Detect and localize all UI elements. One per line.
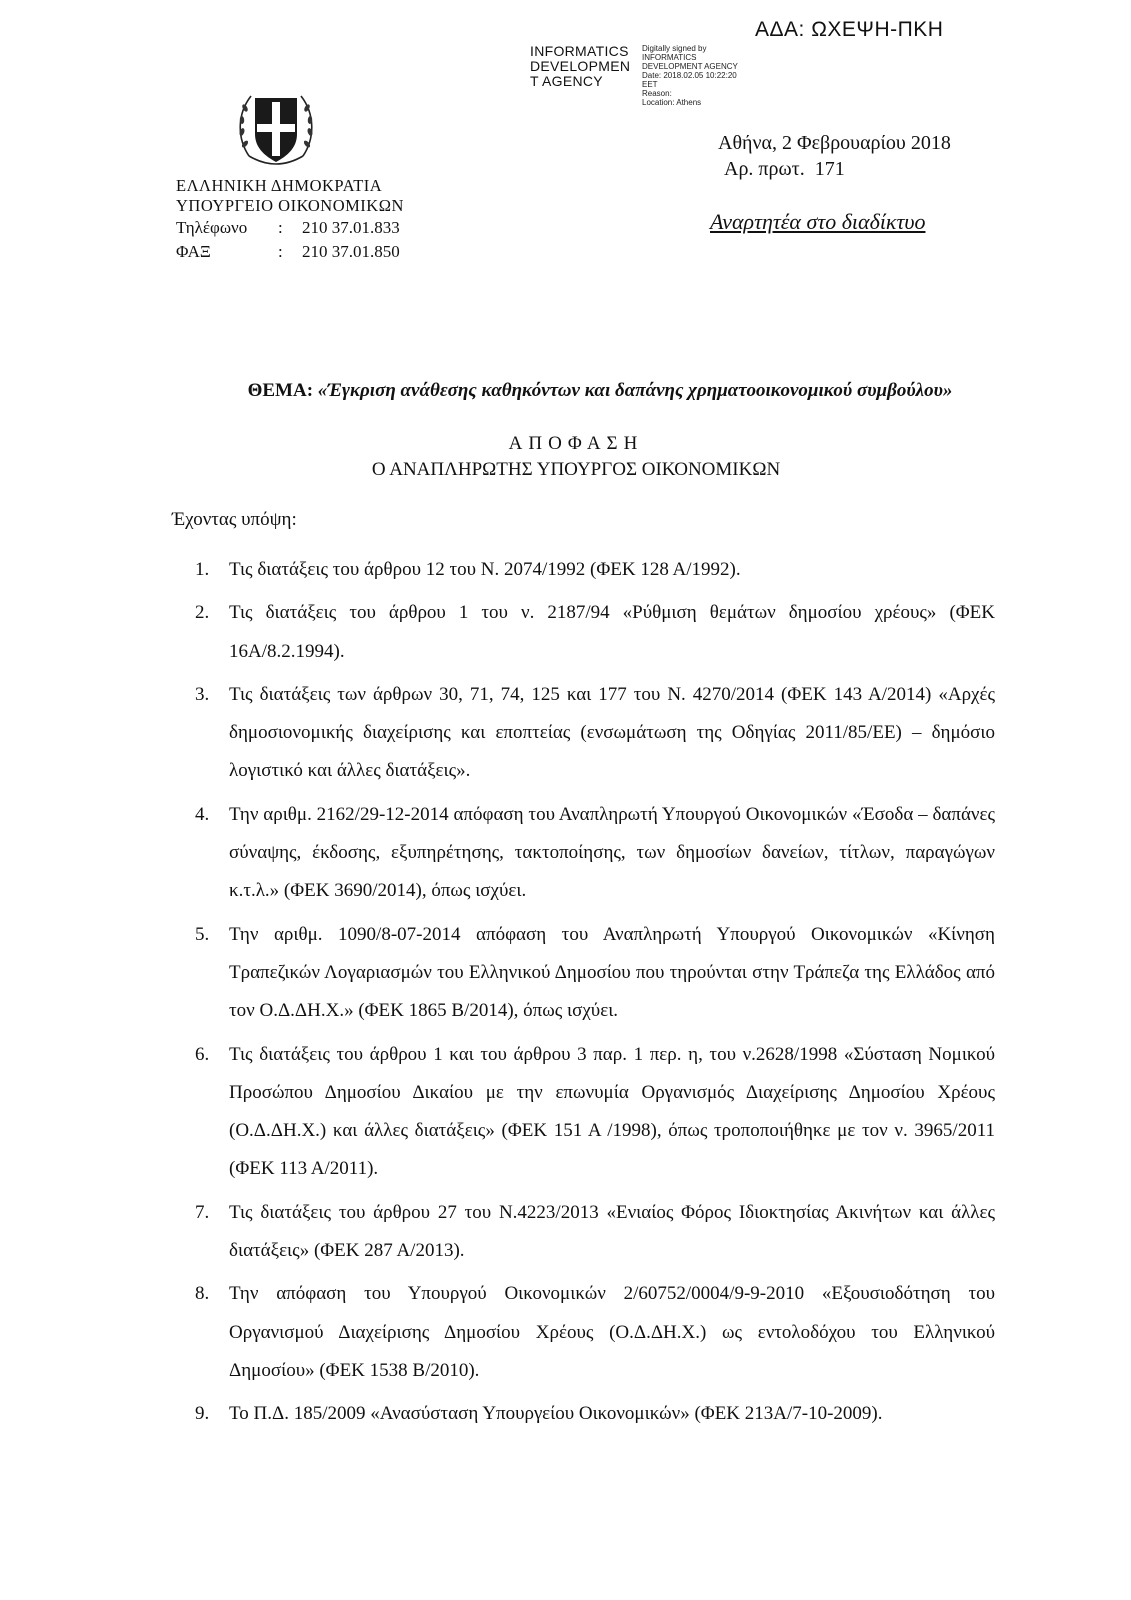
- list-item-number: 1.: [195, 559, 210, 580]
- list-item-text: Τις διατάξεις του άρθρου 1 και του άρθρου 3 παρ. 1 περ. η, του ν.2628/1998 «Σύσταση Νομικού Προσώπου Δημοσίου Δικαίου με την επωνυμία Οργανισμός Διαχείρισης Δημοσίου Χρέους (Ο.Δ.ΔΗ.Χ.) και άλλες διατάξεις» (ΦΕΚ 151 Α /1998), όπως τροποποιήθηκε με τον ν. 3965/2011 (ΦΕΚ 113 Α/2011).: [229, 1043, 995, 1180]
- ada-code: ΑΔΑ: ΩΧΕΨΗ-ΠΚΗ: [755, 18, 944, 41]
- date-protocol-block: [718, 130, 1018, 182]
- list-item-text: Τις διατάξεις του άρθρου 1 του ν. 2187/94 «Ρύθμιση θεμάτων δημοσίου χρέους» (ΦΕΚ 16Α/8.2.1994).: [229, 602, 995, 662]
- list-item-number: 5.: [195, 923, 210, 945]
- phone-separator: :: [278, 218, 283, 237]
- list-item: [185, 551, 995, 589]
- list-item: [185, 1275, 995, 1390]
- signature-details: [642, 44, 772, 107]
- greek-coat-of-arms-icon: [235, 86, 317, 170]
- list-item: [185, 594, 995, 671]
- phone-row: [176, 216, 506, 240]
- protocol-number: 171: [814, 158, 845, 180]
- list-item-number: 3.: [195, 683, 210, 705]
- fax-row: [176, 240, 506, 264]
- signature-name-line: T AGENCY: [530, 73, 603, 89]
- list-item-number: 4.: [195, 803, 210, 825]
- subject-line: [160, 380, 1040, 402]
- list-item: [185, 1194, 995, 1271]
- list-item-text: Την απόφαση του Υπουργού Οικονομικών 2/60752/0004/9-9-2010 «Εξουσιοδότηση του Οργανισμού Διαχείρισης Δημοσίου Χρέους (Ο.Δ.ΔΗ.Χ.) ως εντολοδόχου του Ελληνικού Δημοσίου» (ΦΕΚ 1538 Β/2010).: [229, 1283, 995, 1381]
- list-item-text: Την αριθμ. 1090/8-07-2014 απόφαση του Αναπληρωτή Υπουργού Οικονομικών «Κίνηση Τραπεζικών Λογαριασμών του Ελληνικού Δημοσίου που τηρούνται στην Τράπεζα της Ελλάδος από τον Ο.Δ.ΔΗ.Χ.» (ΦΕΚ 1865 Β/2014), όπως ισχύει.: [229, 923, 995, 1022]
- list-item-text: Τις διατάξεις του άρθρου 27 του Ν.4223/2013 «Ενιαίος Φόρος Ιδιοκτησίας Ακινήτων και άλλες διατάξεις» (ΦΕΚ 287 Α/2013).: [229, 1201, 995, 1262]
- list-item: [185, 916, 995, 1031]
- list-item-text: Τις διατάξεις του άρθρου 12 του Ν. 2074/1992 (ΦΕΚ 128 Α/1992).: [229, 559, 741, 580]
- signature-detail-line: Reason:: [642, 89, 672, 98]
- phone-value: 210 37.01.833: [302, 218, 400, 237]
- signature-detail-line: DEVELOPMENT AGENCY: [642, 62, 738, 71]
- org-name: ΕΛΛΗΝΙΚΗ ΔΗΜΟΚΡΑΤΙΑ: [176, 176, 383, 195]
- decision-heading: [160, 431, 992, 483]
- fax-label: ΦΑΞ: [176, 242, 211, 261]
- list-item: [185, 676, 995, 791]
- list-item-number: 8.: [195, 1283, 210, 1305]
- fax-value: 210 37.01.850: [302, 242, 400, 261]
- list-item: [185, 1036, 995, 1189]
- considerations-list: [185, 551, 995, 1439]
- list-item-text: Τις διατάξεις των άρθρων 30, 71, 74, 125 και 177 του Ν. 4270/2014 (ΦΕΚ 143 Α/2014) «Αρχές δημοσιονομικής διαχείρισης και εποπτείας (ενσωμάτωση της Οδηγίας 2011/85/ΕΕ) – δημόσιο λογιστικό και άλλες διατάξεις».: [229, 683, 995, 782]
- list-item: [185, 796, 995, 911]
- sender-block: [176, 176, 506, 264]
- list-item-text: Την αριθμ. 2162/29-12-2014 απόφαση του Αναπληρωτή Υπουργού Οικονομικών «Έσοδα – δαπάνες σύναψης, έκδοσης, εξυπηρέτησης, τακτοποίησης, των δημοσίων δανείων, τίτλων, παραγώγων κ.τ.λ.» (ΦΕΚ 3690/2014), όπως ισχύει.: [229, 803, 995, 902]
- list-item-number: 9.: [195, 1403, 210, 1425]
- decision-title: ΑΠΟΦΑΣΗ: [508, 433, 644, 454]
- list-item-number: 2.: [195, 602, 210, 624]
- signature-signer: [530, 44, 638, 89]
- fax-separator: :: [278, 242, 283, 261]
- list-item-text: Το Π.Δ. 185/2009 «Ανασύσταση Υπουργείου Οικονομικών» (ΦΕΚ 213Α/7-10-2009).: [229, 1403, 883, 1425]
- signature-name-line: DEVELOPMEN: [530, 58, 631, 74]
- protocol-line: [718, 156, 1018, 182]
- signature-detail-line: INFORMATICS: [642, 53, 697, 62]
- signature-detail-line: EET: [642, 80, 658, 89]
- ministry-name: ΥΠΟΥΡΓΕΙΟ ΟΙΚΟΝΟΜΙΚΩΝ: [176, 196, 404, 215]
- protocol-label: Αρ. πρωτ.: [724, 158, 805, 180]
- subject-label: ΘΕΜΑ:: [247, 380, 314, 401]
- document-date: Αθήνα, 2 Φεβρουαρίου 2018: [718, 132, 951, 154]
- decision-subtitle: Ο ΑΝΑΠΛΗΡΩΤΗΣ ΥΠΟΥΡΓΟΣ ΟΙΚΟΝΟΜΙΚΩΝ: [371, 459, 781, 480]
- publish-online-note: Αναρτητέα στο διαδίκτυο: [710, 209, 926, 234]
- list-item: [185, 1395, 995, 1433]
- phone-label: Τηλέφωνο: [176, 218, 248, 237]
- signature-name-line: INFORMATICS: [530, 43, 629, 59]
- signature-detail-line: Location: Athens: [642, 98, 702, 107]
- signature-detail-line: Digitally signed by: [642, 44, 707, 53]
- list-item-number: 6.: [195, 1043, 210, 1065]
- signature-detail-line: Date: 2018.02.05 10:22:20: [642, 71, 737, 80]
- list-item-number: 7.: [195, 1201, 210, 1223]
- subject-value: «Έγκριση ανάθεσης καθηκόντων και δαπάνης χρηματοοικονομικού συμβούλου»: [317, 380, 953, 401]
- digital-signature-stamp: [530, 43, 770, 107]
- intro-text: Έχοντας υπόψη:: [172, 509, 297, 530]
